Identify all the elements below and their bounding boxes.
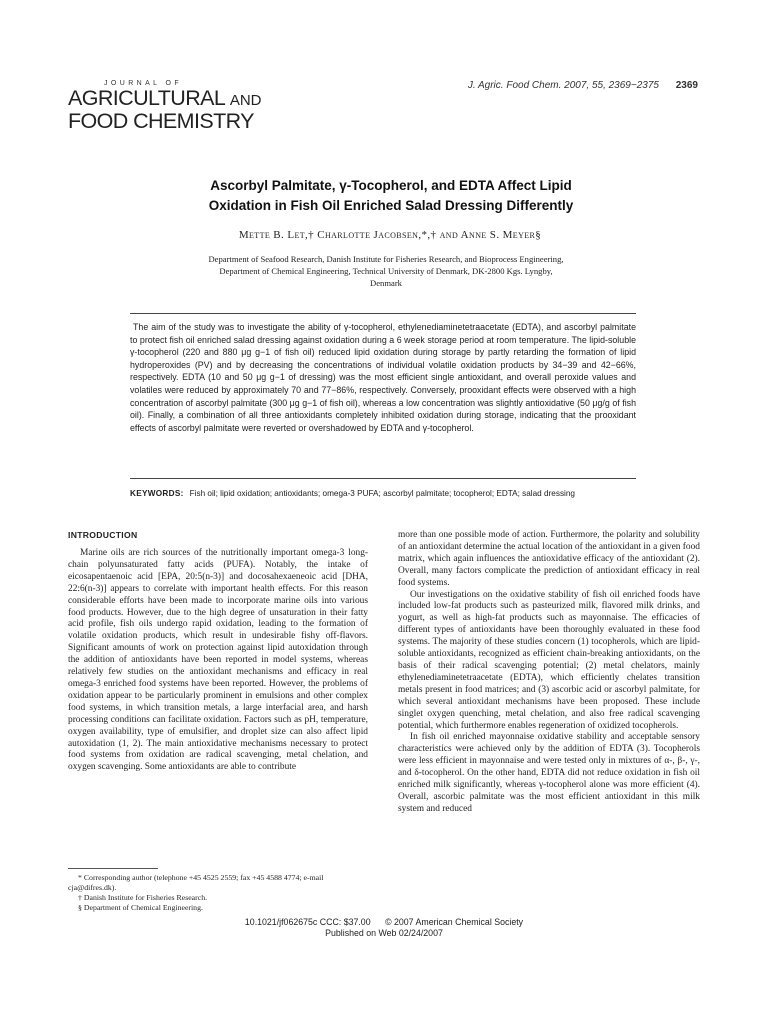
published-date: Published on Web 02/24/2007 xyxy=(325,928,443,938)
page-footer xyxy=(0,917,768,939)
left-column xyxy=(68,530,368,774)
right-column xyxy=(398,530,700,816)
body-paragraph: Marine oils are rich sources of the nutritionally important omega-3 long-chain polyunsaturated fatty acids (PUFA). Notably, the intake of eicosapentaenoic acid [EPA, 20:5(n-3)] and docosahexaeneoic acid [DHA, 22:6(n-3)] appears to correlate with important health effects. For this reason considerable efforts have been made to incorporate marine oils into various food products. However, due to the high degree of unsaturation in their fatty acid profile, fish oils undergo rapid oxidation, leading to the formation of volatile oxidation products, which result in undesirable fishy off-flavors. Significant amounts of work on protection against lipid autoxidation through the addition of antioxidants have been reported in model systems, whereas relatively few studies on the antioxidant mechanisms and efficacy in real omega-3 enriched food systems have been reported. However, the problems of oxidation appear to be particularly prominent in emulsions and other complex food systems, in which transition metals, a large interfacial area, and harsh processing conditions can facilitate oxidation. Factors such as pH, temperature, oxygen availability, type of emulsifier, and droplet size can also affect lipid autoxidation (1, 2). The main antioxidative mechanisms necessary to protect food systems from oxidation are radical scavenging, metal chelation, and oxygen scavenging. Some antioxidants are able to contribute xyxy=(68,548,368,773)
journal-name-line1 xyxy=(68,88,278,111)
body-paragraph: more than one possible mode of action. Furthermore, the polarity and solubility of an antioxidant determine the actual location of the antioxidant in a given food matrix, which again influences the antioxidative efficacy of the antioxidant (2). Overall, many factors complicate the prediction of antioxidant efficacy in real food systems. xyxy=(398,530,700,588)
journal-logo xyxy=(68,80,278,132)
keywords xyxy=(130,487,636,500)
abstract-top-rule xyxy=(130,313,636,314)
article-title xyxy=(140,176,642,216)
title-line-1: Ascorbyl Palmitate, γ-Tocopherol, and EDTA Affect Lipid xyxy=(210,178,572,193)
journal-of-label: JOURNAL OF xyxy=(104,80,183,87)
footnote-section: § Department of Chemical Engineering. xyxy=(78,903,203,912)
journal-name-and: AND xyxy=(229,92,262,109)
footnote-dagger: † Danish Institute for Fisheries Research. xyxy=(78,893,208,902)
keywords-label: KEYWORDS: xyxy=(130,489,184,498)
journal-name-agricultural: AGRICULTURAL xyxy=(68,86,225,110)
footer-doi-line xyxy=(0,917,768,928)
affiliations xyxy=(140,253,632,289)
footnotes xyxy=(68,868,368,913)
abstract xyxy=(130,321,636,434)
affiliation-line-1: Department of Seafood Research, Danish Institute for Fisheries Research, and Bioprocess Engineering, xyxy=(208,254,564,264)
journal-name-line2: FOOD CHEMISTRY xyxy=(68,109,254,133)
abstract-bottom-rule xyxy=(130,478,636,479)
affiliation-line-3: Denmark xyxy=(370,278,402,288)
affiliation-line-2: Department of Chemical Engineering, Technical University of Denmark, DK-2800 Kgs. Lyngby, xyxy=(219,266,553,276)
section-heading-introduction: INTRODUCTION xyxy=(68,530,138,540)
copyright-text: © 2007 American Chemical Society xyxy=(385,917,524,927)
author-list: Mette B. Let,† Charlotte Jacobsen,*,† and Anne S. Meyer§ xyxy=(238,229,542,241)
body-paragraph: Our investigations on the oxidative stability of fish oil enriched foods have included low-fat products such as pasteurized milk, flavored milk drinks, and yogurt, as well as high-fat products such as mayonnaise. The efficacies of different types of antioxidants have been thoroughly evaluated in these food systems. The majority of these studies concern (1) tocopherols, which are lipid-soluble antioxidants, recognized as efficient chain-breaking antioxidants, on the basis of their radical scavenging potential; (2) metal chelators, mainly ethylenediaminetetraacetate (EDTA), which efficiently chelates transition metals present in food matrices; and (3) ascorbic acid or ascorbyl palmitate, for which several antioxidant mechanisms have been proposed. These include singlet oxygen quenching, metal chelation, and also free radical scavenging potential, which furthermore enables regeneration of oxidized tocopherols. xyxy=(398,589,700,731)
keywords-text: Fish oil; lipid oxidation; antioxidants; omega-3 PUFA; ascorbyl palmitate; tocopherol; EDTA; salad dressing xyxy=(189,489,575,498)
citation-header xyxy=(468,80,698,91)
doi-text: 10.1021/jf062675c CCC: $37.00 xyxy=(244,917,371,927)
abstract-text: The aim of the study was to investigate the ability of γ-tocopherol, ethylenediaminetetraacetate (EDTA), and ascorbyl palmitate to protect fish oil enriched salad dressing against oxidation during a 6 week storage period at room temperature. The lipid-soluble γ-tocopherol (220 and 880 μg g−1 of fish oil) reduced lipid oxidation during storage by partly retarding the formation of lipid hydroperoxides (PV) and by decreasing the concentrations of individual volatile oxidation products by 34−39 and 42−66%, respectively. EDTA (10 and 50 μg g−1 of dressing) was the most efficient single antioxidant, and overall peroxide values and volatiles were reduced by approximately 70 and 77−86%, respectively. Conversely, prooxidant effects were observed with a high concentration of ascorbyl palmitate (300 μg g−1 of fish oil), whereas a low concentration was slightly antioxidative (50 μg/g of fish oil). Finally, a combination of all three antioxidants completely inhibited oxidation during storage, indicating that the prooxidant effects of ascorbyl palmitate were reverted or overshadowed by EDTA and γ-tocopherol. xyxy=(130,322,636,433)
page-number: 2369 xyxy=(675,80,698,91)
citation-ref: J. Agric. Food Chem. 2007, 55, 2369−2375 xyxy=(467,80,659,91)
footnote-corresponding: * Corresponding author (telephone +45 4525 2559; fax +45 4588 4774; e-mail cja@difres.dk). xyxy=(68,873,324,892)
title-line-2: Oxidation in Fish Oil Enriched Salad Dressing Differently xyxy=(208,198,574,213)
body-paragraph: In fish oil enriched mayonnaise oxidative stability and acceptable sensory characteristics were achieved only by the addition of EDTA (3). Tocopherols were less efficient in mayonnaise and were tested only in mixtures of α-, β-, γ-, and δ-tocopherol. On the other hand, EDTA did not reduce oxidation in fish oil enriched milk significantly, whereas γ-tocopherol alone was more efficient (4). Overall, ascorbic palmitate was the most efficient antioxidant in this milk system and reduced xyxy=(398,732,700,814)
footnote-rule xyxy=(68,868,158,869)
